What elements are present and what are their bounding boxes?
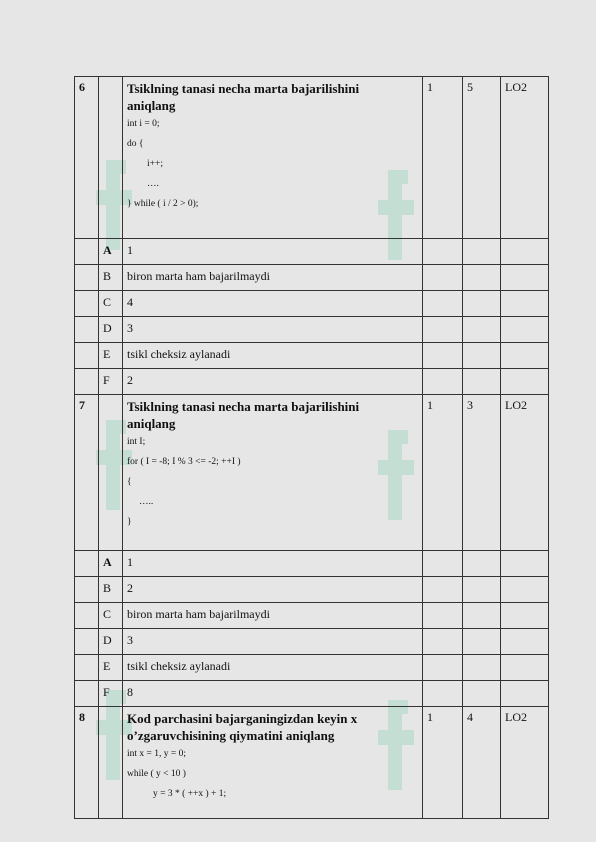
option-row: [75, 369, 549, 395]
option-letter: A: [99, 551, 123, 577]
question-title: Tsiklning tanasi necha marta bajarilishini aniqlang: [127, 399, 360, 431]
option-letter: F: [99, 369, 123, 395]
option-row: [75, 317, 549, 343]
option-text: biron marta ham bajarilmaydi: [123, 265, 423, 291]
option-letter: D: [99, 629, 123, 655]
option-row: [75, 343, 549, 369]
code-snippet: int x = 1, y = 0; while ( y < 10 ) y = 3 * ( ++x ) + 1;: [127, 749, 227, 799]
question-col1: 1: [423, 707, 463, 819]
question-body: [123, 395, 423, 551]
option-row: [75, 655, 549, 681]
option-text: 4: [123, 291, 423, 317]
option-text: 1: [123, 551, 423, 577]
option-text: 2: [123, 577, 423, 603]
option-text: 3: [123, 317, 423, 343]
option-letter: C: [99, 291, 123, 317]
option-row: [75, 603, 549, 629]
question-number: 8: [75, 707, 99, 819]
option-text: biron marta ham bajarilmaydi: [123, 603, 423, 629]
question-body: [123, 707, 423, 819]
question-body: [123, 77, 423, 239]
option-text: tsikl cheksiz aylanadi: [123, 343, 423, 369]
code-snippet: int I; for ( I = -8; I % 3 <= -2; ++I ) { ….. }: [127, 437, 241, 527]
empty-cell: [99, 395, 123, 551]
question-number: 6: [75, 77, 99, 239]
option-letter: E: [99, 343, 123, 369]
option-letter: B: [99, 265, 123, 291]
question-title: Tsiklning tanasi necha marta bajarilishini aniqlang: [127, 81, 360, 113]
questions-table: [74, 76, 549, 819]
option-row: [75, 629, 549, 655]
option-text: 2: [123, 369, 423, 395]
option-text: 1: [123, 239, 423, 265]
question-row: [75, 77, 549, 239]
option-row: [75, 681, 549, 707]
question-col2: 3: [463, 395, 501, 551]
option-letter: E: [99, 655, 123, 681]
question-number: 7: [75, 395, 99, 551]
option-row: [75, 551, 549, 577]
question-row: [75, 707, 549, 819]
question-col1: 1: [423, 77, 463, 239]
option-row: [75, 291, 549, 317]
question-title: Kod parchasini bajarganingizdan keyin x o’zgaruvchisining qiymatini aniqlang: [127, 711, 358, 743]
option-row: [75, 577, 549, 603]
question-row: [75, 395, 549, 551]
option-text: 8: [123, 681, 423, 707]
option-letter: C: [99, 603, 123, 629]
empty-cell: [99, 77, 123, 239]
learning-outcome: LO2: [501, 707, 549, 819]
option-letter: F: [99, 681, 123, 707]
learning-outcome: LO2: [501, 395, 549, 551]
option-letter: B: [99, 577, 123, 603]
option-letter: A: [99, 239, 123, 265]
question-col2: 5: [463, 77, 501, 239]
learning-outcome: LO2: [501, 77, 549, 239]
question-col2: 4: [463, 707, 501, 819]
option-letter: D: [99, 317, 123, 343]
code-snippet: int i = 0; do { i++; …. } while ( i / 2 > 0);: [127, 119, 199, 209]
option-row: [75, 265, 549, 291]
option-text: tsikl cheksiz aylanadi: [123, 655, 423, 681]
option-text: 3: [123, 629, 423, 655]
question-col1: 1: [423, 395, 463, 551]
empty-cell: [99, 707, 123, 819]
option-row: [75, 239, 549, 265]
